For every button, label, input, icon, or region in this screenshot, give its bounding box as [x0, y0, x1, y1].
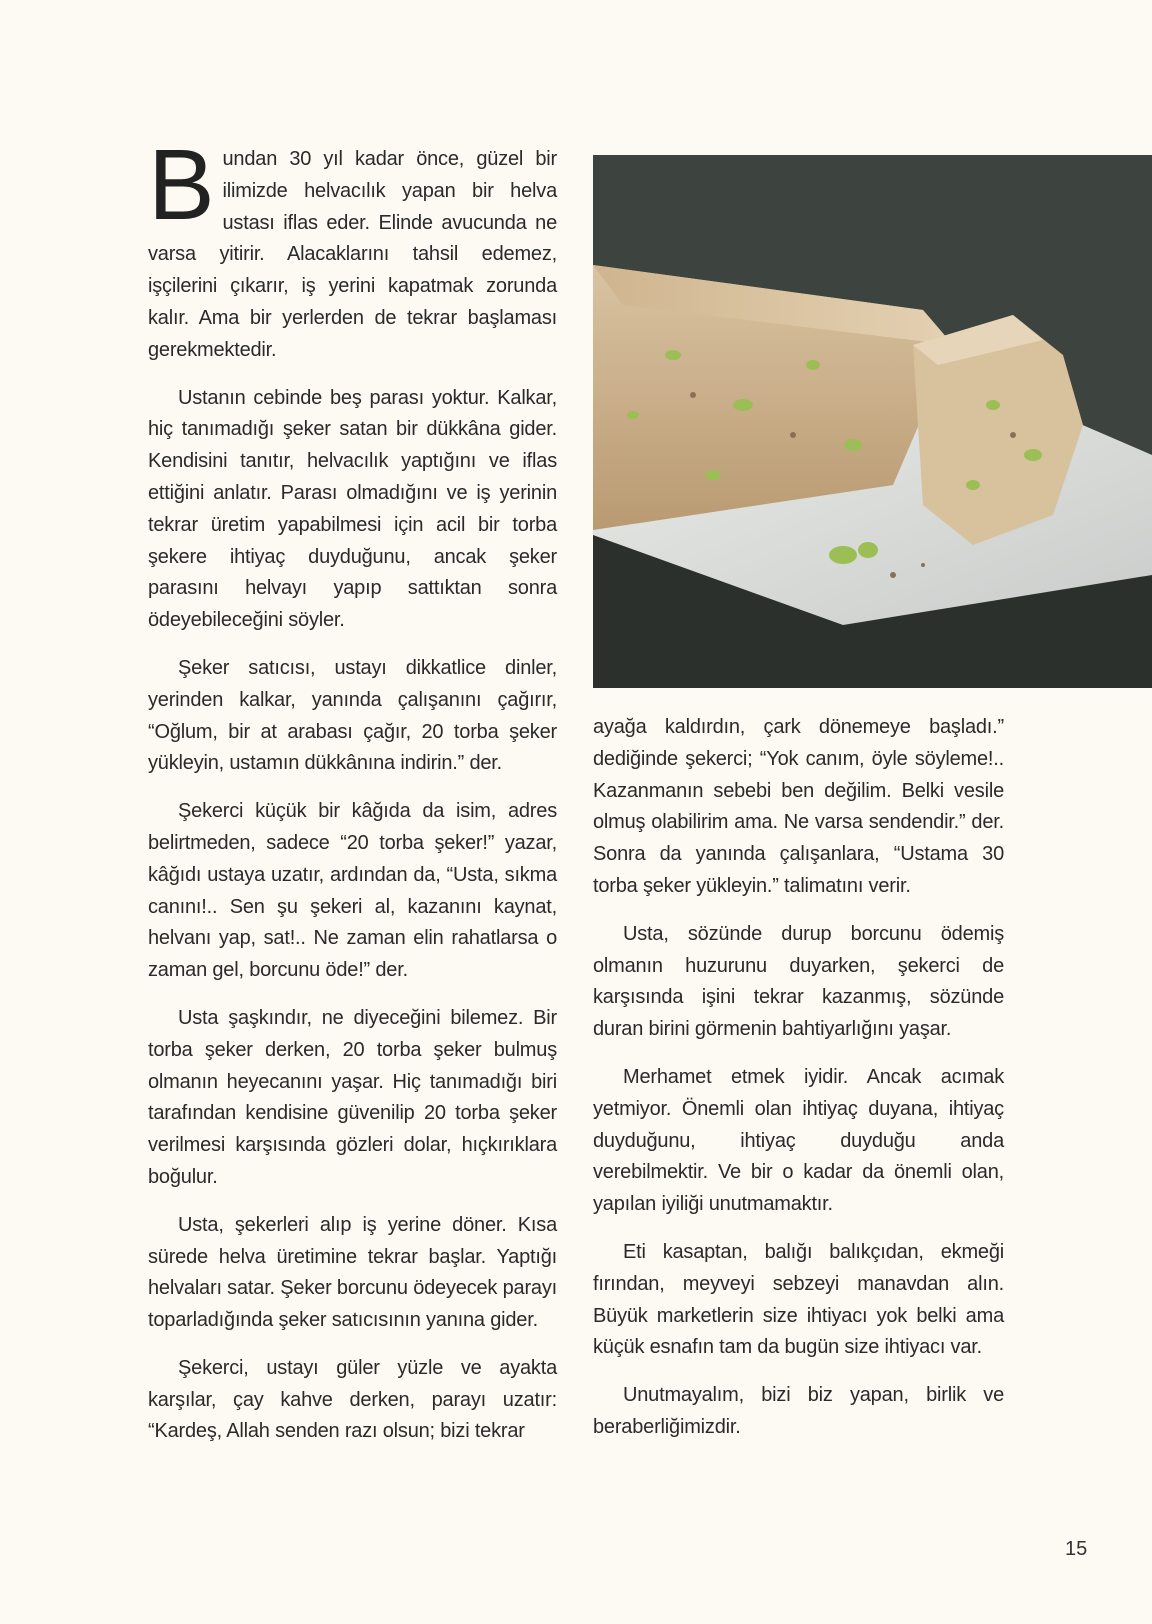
page-number: 15 — [1065, 1538, 1088, 1560]
paragraph: Şekerci, ustayı güler yüzle ve ayakta karşılar, çay kahve derken, parayı uzatır: “Kardeş, Allah senden razı olsun; bizi tekrar — [148, 1356, 557, 1443]
paragraph: ayağa kaldırdın, çark dönemeye başladı.” dediğinde şekerci; “Yok canım, öyle söyleme!.. Kazanmanın sebebi ben değilim. Belki vesile olmuş olabilirim ama. Ne varsa sendendir.” der. Sonra da yanında çalışanlara, “Ustama 30 torba şeker yükleyin.” talimatını verir. — [593, 716, 1004, 897]
paragraph: Usta, sözünde durup borcunu ödemiş olmanın huzurunu duyarken, şekerci de karşısında işini tekrar kazanmış, sözünde duran birini görmenin bahtiyarlığını yaşar. — [593, 922, 1004, 1041]
halva-illustration — [593, 155, 1152, 688]
paragraph: Bundan 30 yıl kadar önce, güzel bir ilimizde helvacılık yapan bir helva ustası iflas eder. Elinde avucunda ne varsa yitirir. Alacaklarını tahsil edemez, işçilerini çıkarır, iş yerini kapatmak zorunda kalır. Ama bir yerlerden de tekrar başlaması gerekmektedir. — [148, 129, 557, 361]
paragraph: Unutmayalım, bizi biz yapan, birlik ve beraberliğimizdir. — [593, 1384, 1004, 1438]
left-column — [148, 129, 557, 1464]
drop-cap: B — [148, 129, 215, 241]
paragraph: Ustanın cebinde beş parası yoktur. Kalkar, hiç tanımadığı şeker satan bir dükkâna gider. Kendisini tanıtır, helvacılık yaptığını ve iflas ettiğini anlatır. Parası olmadığını ve iş yerinin tekrar üretim yapabilmesi için acil bir torba şekere ihtiyaç duyduğunu, ancak şeker parasını helvayı yapıp sattıktan sonra ödeyebileceğini söyler. — [148, 386, 557, 632]
halva-photo — [593, 155, 1152, 688]
paragraph: Şekerci küçük bir kâğıda da isim, adres belirtmeden, sadece “20 torba şeker!” yazar, kâğıdı ustaya uzatır, ardından da, “Usta, sıkma canını!.. Sen şu şekeri al, kazanını kaynat, helvanı yap, sat!.. Ne zaman elin rahatlarsa o zaman gel, borcunu öde!” der. — [148, 800, 557, 982]
paragraph: Usta, şekerleri alıp iş yerine döner. Kısa sürede helva üretimine tekrar başlar. Yaptığı helvaları satar. Şeker borcunu ödeyecek parayı toparladığında şeker satıcısının yanına gider. — [148, 1213, 557, 1332]
paragraph: Merhamet etmek iyidir. Ancak acımak yetmiyor. Önemli olan ihtiyaç duyana, ihtiyaç duyduğunu, ihtiyaç duyduğu anda verebilmektir. Ve bir o kadar da önemli olan, yapılan iyiliği unutmamaktır. — [593, 1065, 1004, 1216]
paragraph: Eti kasaptan, balığı balıkçıdan, ekmeği fırından, meyveyi sebzeyi manavdan alın. Büyük marketlerin size ihtiyacı yok belki ama küçük esnafın tam da bugün size ihtiyacı var. — [593, 1240, 1004, 1359]
paragraph: Şeker satıcısı, ustayı dikkatlice dinler, yerinden kalkar, yanında çalışanını çağırır, “Oğlum, bir at arabası çağır, 20 torba şeker yükleyin, ustamın dükkânına indirin.” der. — [148, 656, 557, 775]
right-column — [593, 712, 1004, 1460]
paragraph: Usta şaşkındır, ne diyeceğini bilemez. Bir torba şeker derken, 20 torba şeker bulmuş olmanın heyecanını yaşar. Hiç tanımadığı biri tarafından kendisine güvenilip 20 torba şeker verilmesi karşısında gözleri dolar, hıçkırıklara boğulur. — [148, 1006, 557, 1188]
